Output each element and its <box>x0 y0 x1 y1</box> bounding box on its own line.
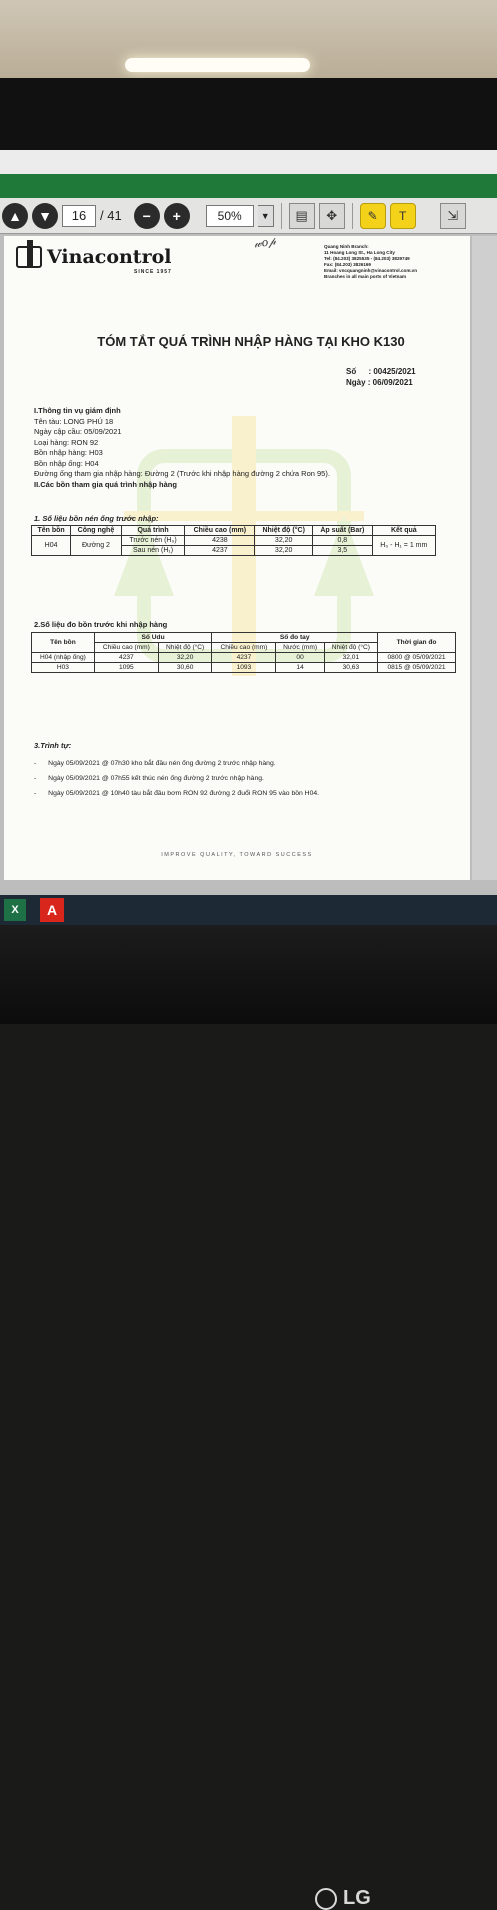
room-background <box>0 0 497 82</box>
so-label: Số <box>346 367 357 376</box>
table-cell: 32,20 <box>158 653 211 663</box>
toolbar-divider <box>281 203 282 229</box>
table-cell: Trước nén (H₀) <box>121 536 185 546</box>
monitor-bezel-bottom <box>0 925 497 1909</box>
table-header-row <box>32 526 436 536</box>
table-cell: 4237 <box>94 653 158 663</box>
table-group-header: Số Udu <box>94 633 212 643</box>
branch-address <box>324 244 464 280</box>
table-cell: H03 <box>32 663 95 673</box>
table-header: Nước (mm) <box>276 643 324 653</box>
table-row <box>32 653 456 663</box>
section-2-title: 2.Số liệu đo bồn trước khi nhập hàng <box>34 620 168 629</box>
tank-measurement-table <box>31 632 456 673</box>
brand-name: Vinacontrol <box>47 246 172 268</box>
table-cell: Sau nén (H₁) <box>121 546 185 556</box>
branch-line: 11 Hoang Long St., Ha Long City <box>324 250 395 255</box>
table-cell: 32,20 <box>255 536 313 546</box>
zoom-in-icon[interactable]: + <box>164 203 190 229</box>
scale-logo-icon <box>16 246 42 268</box>
procedure-list <box>34 756 319 801</box>
table-cell: 14 <box>276 663 324 673</box>
fit-page-icon[interactable]: ▤ <box>289 203 315 229</box>
table-header: Chiều cao (mm) <box>185 526 255 536</box>
table-header: Áp suất (Bar) <box>313 526 373 536</box>
page-up-icon[interactable]: ▲ <box>2 203 28 229</box>
zoom-dropdown-icon[interactable]: ▼ <box>258 205 274 227</box>
monitor-brand: LG <box>343 1887 371 1909</box>
footer-motto: IMPROVE QUALITY, TOWARD SUCCESS <box>161 852 313 858</box>
table-header: Chiều cao (mm) <box>94 643 158 653</box>
branch-line: Email: vncquangninh@vinacontrol.com.vn <box>324 268 418 273</box>
pdf-toolbar <box>0 198 497 234</box>
info-line: Loại hàng: RON 92 <box>34 437 99 447</box>
pdf-page <box>4 236 470 880</box>
table-cell: H₀ - H₁ = 1 mm <box>372 536 435 556</box>
page-down-icon[interactable]: ▼ <box>32 203 58 229</box>
info-line: Bồn nhập ống: H04 <box>34 458 99 468</box>
expand-icon[interactable]: ⇲ <box>440 203 466 229</box>
taskbar <box>0 895 497 925</box>
inspection-info <box>34 406 330 490</box>
info-line: Đường ống tham gia nhập hàng: Đường 2 (Trước khi nhập hàng đường 2 chứa Ron 95). <box>34 469 330 478</box>
branch-line: Branches in all main ports of Vietnam <box>324 274 407 279</box>
section-3-title: 3.Trình tự: <box>34 741 72 750</box>
toolbar-divider <box>352 203 353 229</box>
list-item: - Ngày 05/09/2021 @ 07h55 kết thúc nén ống đường 2 trước nhập hàng. <box>34 771 319 786</box>
vertical-scrollbar[interactable] <box>472 236 497 880</box>
date-label: Ngày <box>346 378 366 387</box>
fit-width-icon[interactable]: ✥ <box>319 203 345 229</box>
zoom-out-icon[interactable]: − <box>134 203 160 229</box>
table-header: Thời gian đo <box>378 633 456 653</box>
page-number-input[interactable]: 16 <box>62 205 96 227</box>
list-item: - Ngày 05/09/2021 @ 10h40 tàu bắt đầu bơm RON 92 đường 2 đuổi RON 95 vào bồn H04. <box>34 786 319 801</box>
lg-logo-icon <box>315 1888 337 1910</box>
branch-line: Quang Ninh Branch: <box>324 244 369 249</box>
info-heading: I.Thông tin vụ giám định <box>34 406 121 415</box>
info-heading-2: II.Các bồn tham gia quá trình nhập hàng <box>34 479 177 489</box>
table-cell: 0,8 <box>313 536 373 546</box>
table-cell: 4237 <box>212 653 276 663</box>
table-cell: 32,20 <box>255 546 313 556</box>
window-title-strip <box>0 150 497 174</box>
monitor-screen <box>0 150 497 925</box>
table-cell: 3,5 <box>313 546 373 556</box>
table-header: Kết quả <box>372 526 435 536</box>
table-cell: 1095 <box>94 663 158 673</box>
brand-since: SINCE 1957 <box>134 269 172 275</box>
table-cell: 00 <box>276 653 324 663</box>
table-header: Tên bồn <box>32 526 71 536</box>
table-header: Chiều cao (mm) <box>212 643 276 653</box>
branch-line: Tel: (84.203) 3825535 - (84.203) 3829749 <box>324 256 410 261</box>
table-row <box>32 536 436 546</box>
table-cell: 0800 @ 05/09/2021 <box>378 653 456 663</box>
table-cell: 32,01 <box>324 653 377 663</box>
pdf-icon[interactable]: A <box>40 898 64 922</box>
table-header: Nhiệt độ (°C) <box>158 643 211 653</box>
table-row <box>32 663 456 673</box>
table-header: Công nghệ <box>71 526 122 536</box>
table-cell: 0815 @ 05/09/2021 <box>378 663 456 673</box>
comment-icon[interactable]: ✎ <box>360 203 386 229</box>
table-cell: 30,60 <box>158 663 211 673</box>
monitor-bezel-top <box>0 78 497 150</box>
ceiling-light <box>125 58 310 72</box>
monitor-logo <box>315 1887 371 1910</box>
excel-icon[interactable]: X <box>4 899 26 921</box>
table-cell: 1093 <box>212 663 276 673</box>
table-group-header: Số đo tay <box>212 633 378 643</box>
compression-table <box>31 525 436 556</box>
document-number-block <box>346 366 416 388</box>
section-1-title: 1. Số liệu bồn nén ống trước nhập: <box>34 514 159 523</box>
info-line: Bồn nhập hàng: H03 <box>34 448 103 457</box>
list-item: - Ngày 05/09/2021 @ 07h30 kho bắt đầu nén ống đường 2 trước nhập hàng. <box>34 756 319 771</box>
table-header: Nhiệt độ (°C) <box>255 526 313 536</box>
table-header: Quá trình <box>121 526 185 536</box>
table-cell: Đường 2 <box>71 536 122 556</box>
table-cell: H04 <box>32 536 71 556</box>
document-title: TÓM TẮT QUÁ TRÌNH NHẬP HÀNG TẠI KHO K130 <box>97 334 405 349</box>
table-cell: 4238 <box>185 536 255 546</box>
vinacontrol-logo <box>16 246 171 268</box>
table-cell: 4237 <box>185 546 255 556</box>
page-total: / 41 <box>100 208 122 223</box>
table-header-row <box>32 633 456 643</box>
branch-line: Fax: (84.203) 3826169 <box>324 262 371 267</box>
info-line: Tên tàu: LONG PHÚ 18 <box>34 416 114 426</box>
zoom-level-field[interactable]: 50% <box>206 205 254 227</box>
window-accent-strip <box>0 174 497 198</box>
table-header: Nhiệt độ (°C) <box>324 643 377 653</box>
info-line: Ngày cập cầu: 05/09/2021 <box>34 427 122 436</box>
so-value: : 00425/2021 <box>368 367 416 376</box>
table-header: Tên bồn <box>32 633 95 653</box>
date-value: : 06/09/2021 <box>367 378 413 387</box>
highlight-icon[interactable]: T <box>390 203 416 229</box>
table-cell: H04 (nhập ống) <box>32 653 95 663</box>
handwritten-mark: 𝓌𝑜𝓅 <box>253 234 277 251</box>
table-cell: 30,63 <box>324 663 377 673</box>
